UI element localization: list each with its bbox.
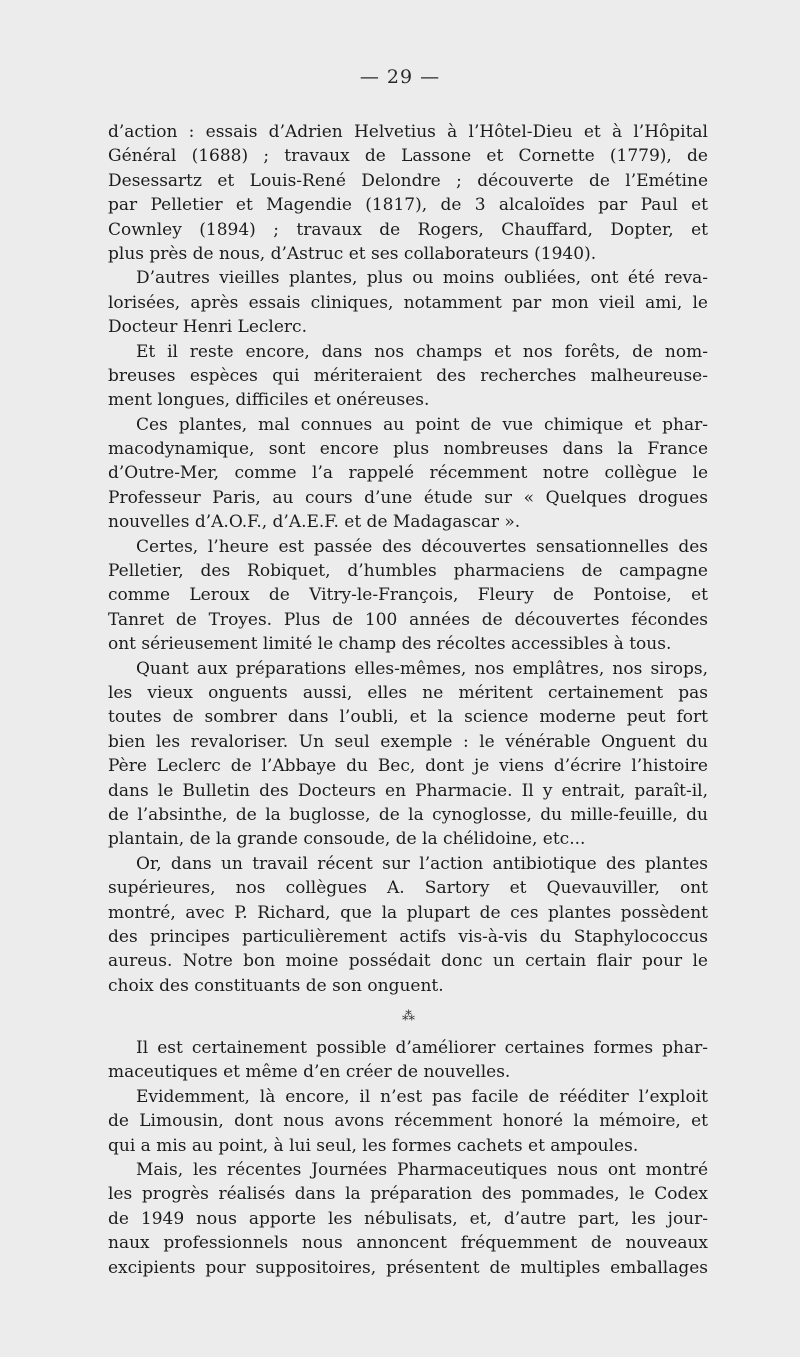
text-line: naux professionnels nous annoncent fréquemment de nouveaux (108, 1233, 708, 1254)
text-line: supérieures, nos collègues A. Sartory et Quevauviller, ont (108, 878, 708, 899)
text-line: D’autres vieilles plantes, plus ou moins oubliées, ont été reva- (136, 268, 708, 289)
page-number: — 29 — (359, 66, 441, 88)
text-line: d’Outre-Mer, comme l’a rappelé récemment notre collègue le (108, 463, 708, 484)
paragraph (108, 657, 708, 852)
text-line: ment longues, difficiles et onéreuses. (108, 390, 430, 411)
paragraph (108, 413, 708, 535)
text-line: par Pelletier et Magendie (1817), de 3 alcaloïdes par Paul et (108, 195, 708, 216)
text-line: aureus. Notre bon moine possédait donc un certain flair pour le (108, 951, 708, 972)
text-line: Professeur Paris, au cours d’une étude sur « Quelques drogues (108, 487, 708, 508)
text-line: Et il reste encore, dans nos champs et nos forêts, de nom- (136, 341, 708, 362)
text-line: nouvelles d’A.O.F., d’A.E.F. et de Madagascar ». (108, 512, 521, 533)
text-line: bien les revaloriser. Un seul exemple : le vénérable Onguent du (108, 731, 708, 752)
text-line: Cownley (1894) ; travaux de Rogers, Chauffard, Dopter, et (108, 219, 708, 240)
text-line: qui a mis au point, à lui seul, les formes cachets et ampoules. (108, 1135, 639, 1156)
text-line: ont sérieusement limité le champ des récoltes accessibles à tous. (108, 634, 672, 655)
text-line: plus près de nous, d’Astruc et ses collaborateurs (1940). (108, 243, 597, 264)
text-line: macodynamique, sont encore plus nombreuses dans la France (108, 439, 708, 460)
body-text (108, 120, 708, 1280)
text-line: choix des constituants de son onguent. (108, 975, 444, 996)
text-line: les progrès réalisés dans la préparation des pommades, le Codex (108, 1184, 708, 1205)
text-line: Evidemment, là encore, il n’est pas facile de rééditer l’exploit (136, 1086, 708, 1107)
text-line: maceutiques et même d’en créer de nouvelles. (108, 1062, 511, 1083)
text-line: plantain, de la grande consoude, de la chélidoine, etc... (108, 829, 586, 850)
text-line: montré, avec P. Richard, que la plupart de ces plantes possèdent (108, 902, 708, 923)
text-line: excipients pour suppositoires, présentent de multiples emballages (108, 1257, 708, 1278)
text-line: lorisées, après essais cliniques, notamment par mon vieil ami, le (108, 292, 708, 313)
paragraph (108, 852, 708, 998)
paragraph (108, 266, 708, 339)
text-line: d’action : essais d’Adrien Helvetius à l’Hôtel-Dieu et à l’Hôpital (108, 122, 708, 142)
text-line: Certes, l’heure est passée des découvertes sensationnelles des (136, 536, 708, 557)
text-line: des principes particulièrement actifs vis-à-vis du Staphylococcus (108, 926, 708, 947)
text-line: Desessartz et Louis-René Delondre ; découverte de l’Emétine (108, 170, 708, 191)
text-line: de l’absinthe, de la buglosse, de la cynoglosse, du mille-feuille, du (108, 804, 708, 825)
text-line: Ces plantes, mal connues au point de vue chimique et phar- (136, 414, 708, 435)
paragraph (108, 535, 708, 657)
text-line: de Limousin, dont nous avons récemment honoré la mémoire, et (108, 1111, 708, 1132)
text-line: Il est certainement possible d’améliorer certaines formes phar- (136, 1038, 708, 1059)
text-line: dans le Bulletin des Docteurs en Pharmacie. Il y entrait, paraît-il, (108, 780, 708, 801)
paragraph (108, 120, 708, 266)
paragraph (108, 1036, 708, 1085)
text-line: comme Leroux de Vitry-le-François, Fleury de Pontoise, et (108, 585, 708, 606)
text-line: breuses espèces qui mériteraient des recherches malheureuse- (108, 365, 708, 386)
text-line: toutes de sombrer dans l’oubli, et la science moderne peut fort (108, 707, 708, 728)
paragraph (108, 1158, 708, 1280)
text-line: Docteur Henri Leclerc. (108, 317, 307, 338)
text-line: de 1949 nous apporte les nébulisats, et, d’autre part, les jour- (108, 1208, 708, 1229)
text-line: Or, dans un travail récent sur l’action antibiotique des plantes (136, 853, 708, 874)
text-line: Mais, les récentes Journées Pharmaceutiques nous ont montré (136, 1160, 708, 1181)
text-line: Quant aux préparations elles-mêmes, nos emplâtres, nos sirops, (136, 658, 708, 679)
text-line: Père Leclerc de l’Abbaye du Bec, dont je viens d’écrire l’histoire (108, 756, 708, 777)
text-line: Tanret de Troyes. Plus de 100 années de découvertes fécondes (108, 609, 708, 630)
paragraph (108, 340, 708, 413)
text-line: Général (1688) ; travaux de Lassone et Cornette (1779), de (108, 146, 708, 167)
paragraph (108, 1085, 708, 1158)
text-line: Pelletier, des Robiquet, d’humbles pharmaciens de campagne (108, 561, 708, 582)
text-line: les vieux onguents aussi, elles ne méritent certainement pas (108, 682, 708, 703)
section-separator: ⁂ (402, 1009, 414, 1025)
